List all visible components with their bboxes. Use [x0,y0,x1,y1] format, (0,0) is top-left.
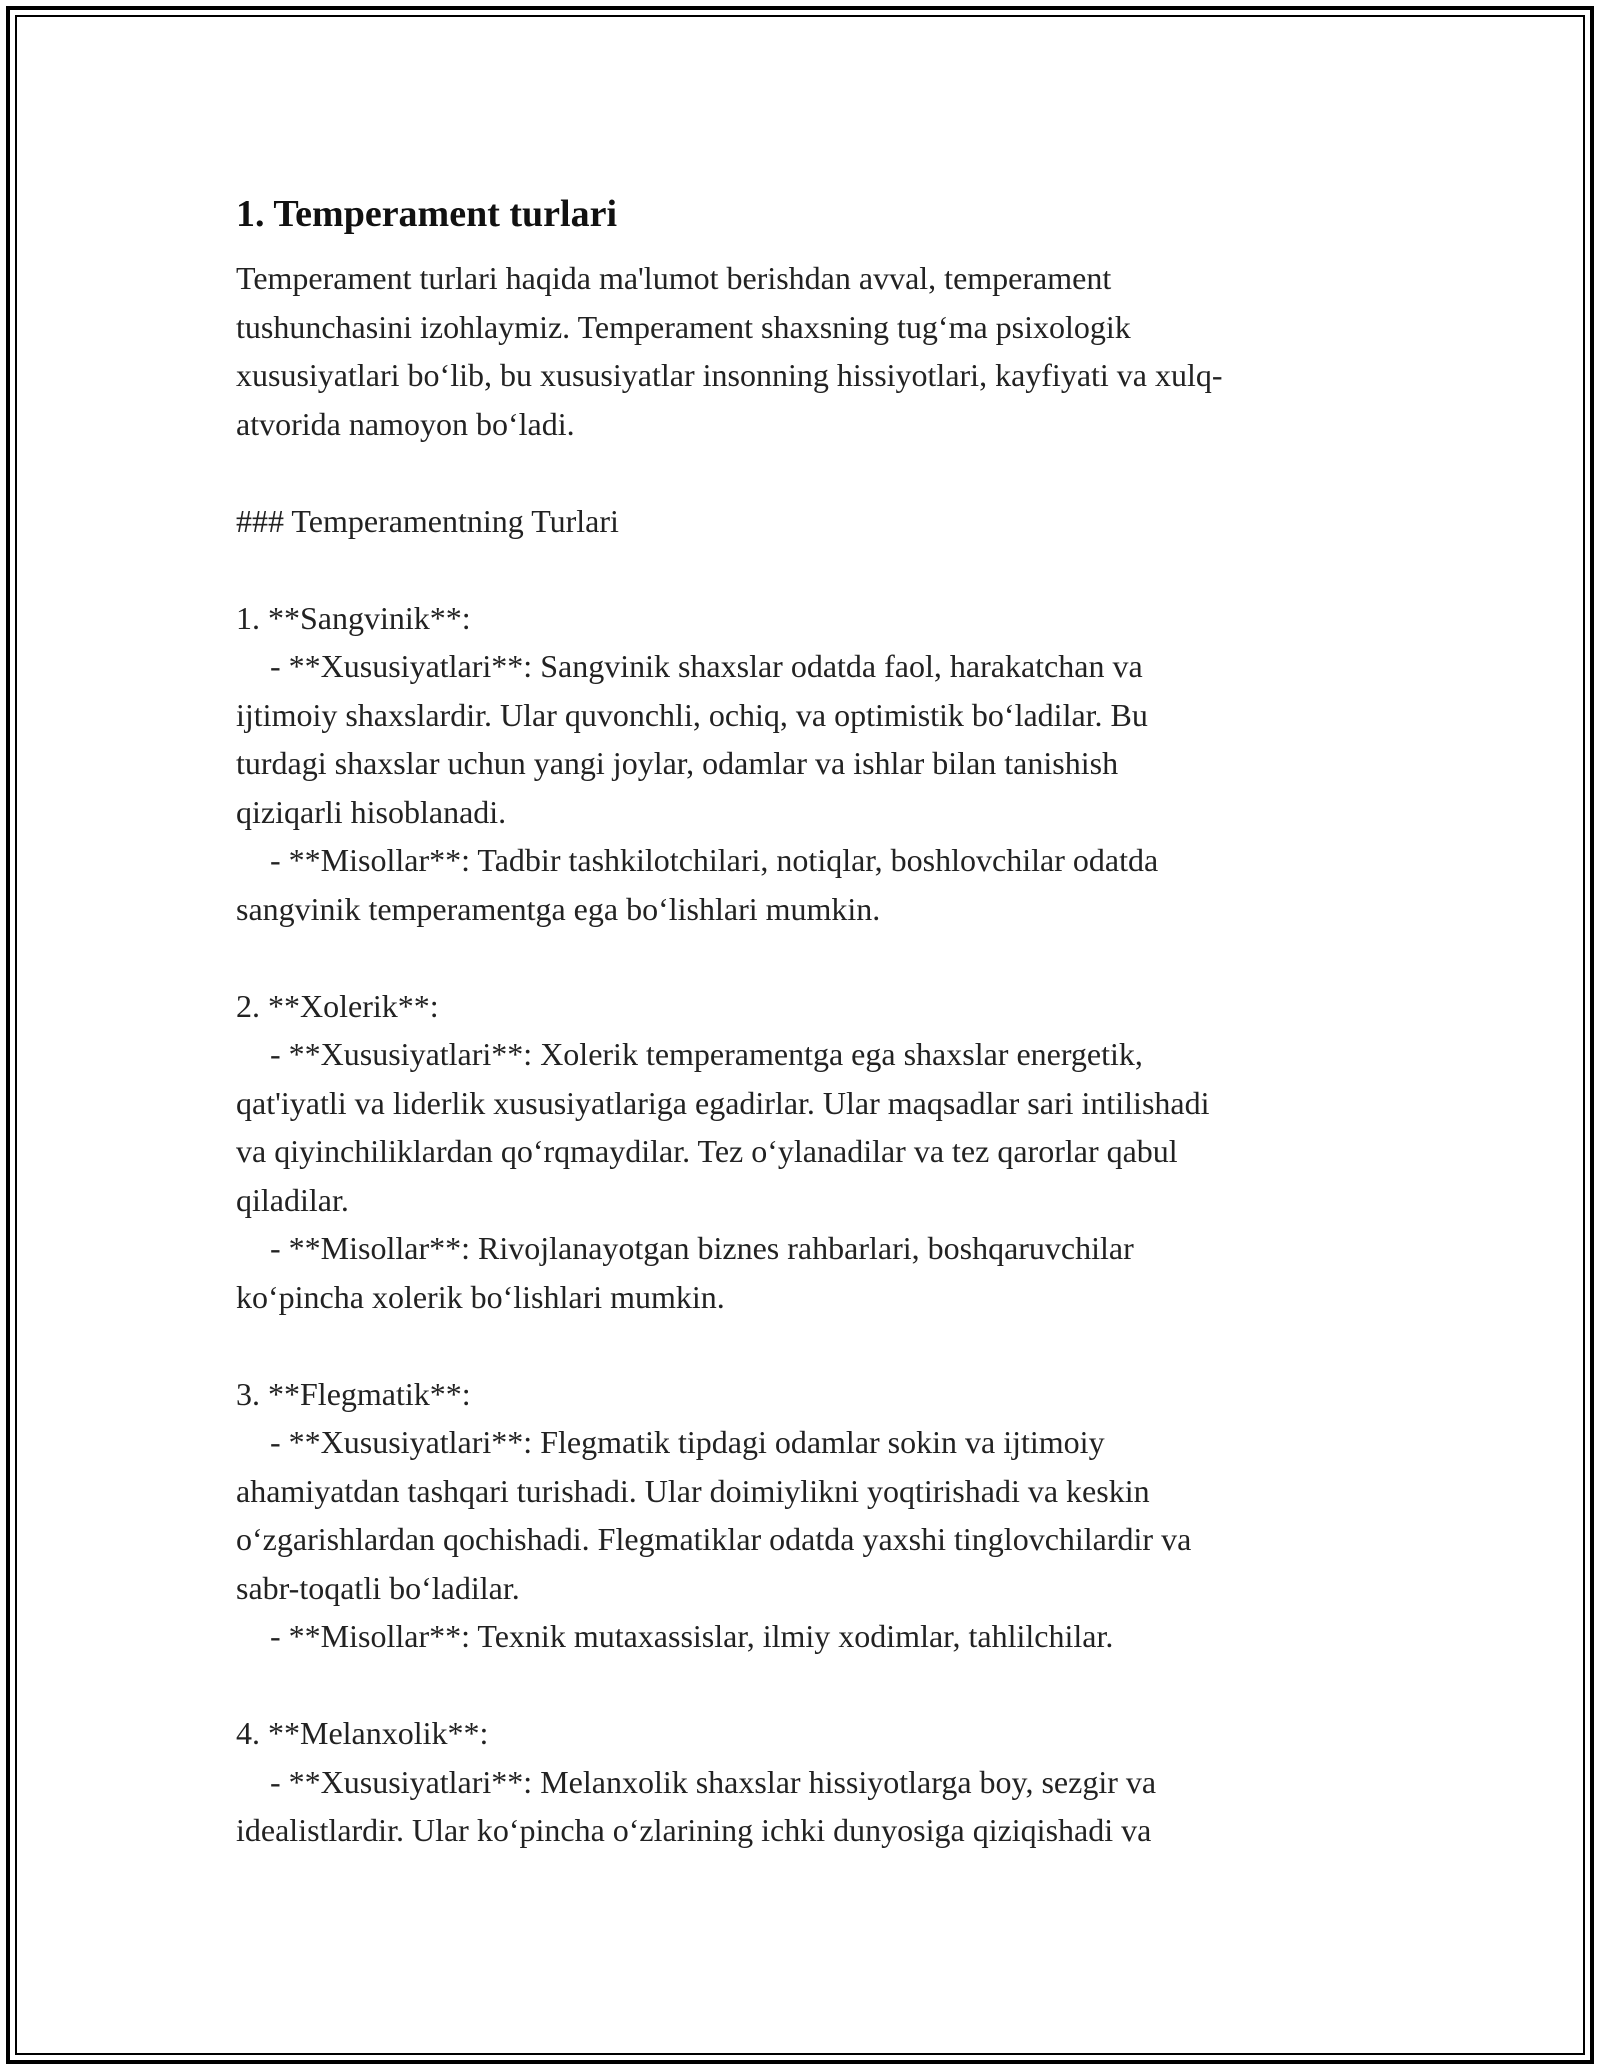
type-features-line: qiziqarli hisoblanadi. [236,793,507,830]
type-features-line: idealistlardir. Ular ko‘pincha o‘zlarining ichki dunyosiga qiziqishadi va [236,1812,1152,1848]
type-features-line: ahamiyatdan tashqari turishadi. Ular doimiylikni yoqtirishadi va keskin [236,1472,1150,1509]
blank-line [236,933,1376,982]
type-features-line: va qiyinchiliklardan qo‘rqmaydilar. Tez o‘ylanadilar va tez qarorlar qabul [236,1133,1178,1169]
type-title: 2. **Xolerik**: [236,987,439,1024]
type-examples-line: - **Misollar**: Texnik mutaxassislar, ilmiy xodimlar, tahlilchilar. [270,1618,1114,1654]
type-title: 4. **Melanxolik**: [236,1715,489,1751]
intro-line: tushunchasini izohlaymiz. Temperament shaxsning tug‘ma psixologik [236,308,1131,345]
type-features-line: - **Xususiyatlari**: Sangvinik shaxslar odatda faol, harakatchan va [270,648,1143,684]
type-examples-line: sangvinik temperamentga ega bo‘lishlari mumkin. [236,890,881,927]
type-features-line: ijtimoiy shaxslardir. Ular quvonchli, ochiq, va optimistik bo‘ladilar. Bu [236,696,1148,733]
type-features-line: o‘zgarishlardan qochishadi. Flegmatiklar odatda yaxshi tinglovchilardir va [236,1521,1192,1557]
blank-line [236,1661,1376,1710]
type-title: 1. **Sangvinik**: [236,599,471,636]
blank-line [236,1321,1376,1370]
blank-line [236,545,1376,594]
type-features-line: qiladilar. [236,1181,349,1218]
subheading: ### Temperamentning Turlari [236,502,619,539]
type-features-line: turdagi shaxslar uchun yangi joylar, odamlar va ishlar bilan tanishish [236,745,1119,781]
type-title: 3. **Flegmatik**: [236,1375,471,1412]
blank-line [236,448,1376,497]
intro-paragraph [236,254,1376,1855]
intro-line: atvorida namoyon bo‘ladi. [236,405,575,442]
intro-line: xususiyatlari bo‘lib, bu xususiyatlar insonning hissiyotlari, kayfiyati va xulq- [236,357,1223,393]
type-examples-line: ko‘pincha xolerik bo‘lishlari mumkin. [236,1278,725,1315]
type-features-line: sabr-toqatli bo‘ladilar. [236,1569,520,1606]
type-features-line: qat'iyatli va liderlik xususiyatlariga egadirlar. Ular maqsadlar sari intilishadi [236,1084,1210,1121]
type-examples-line: - **Misollar**: Rivojlanayotgan biznes rahbarlari, boshqaruvchilar [270,1230,1134,1266]
type-features-line: - **Xususiyatlari**: Xolerik temperamentga ega shaxslar energetik, [270,1036,1143,1072]
intro-line: Temperament turlari haqida ma'lumot berishdan avval, temperament [236,260,1112,296]
type-features-line: - **Xususiyatlari**: Flegmatik tipdagi odamlar sokin va ijtimoiy [270,1424,1105,1460]
type-examples-line: - **Misollar**: Tadbir tashkilotchilari, notiqlar, boshlovchilar odatda [270,842,1159,878]
type-features-line: - **Xususiyatlari**: Melanxolik shaxslar hissiyotlarga boy, sezgir va [270,1763,1157,1800]
section-heading: 1. Temperament turlari [236,193,618,235]
document-body [236,186,1376,1855]
